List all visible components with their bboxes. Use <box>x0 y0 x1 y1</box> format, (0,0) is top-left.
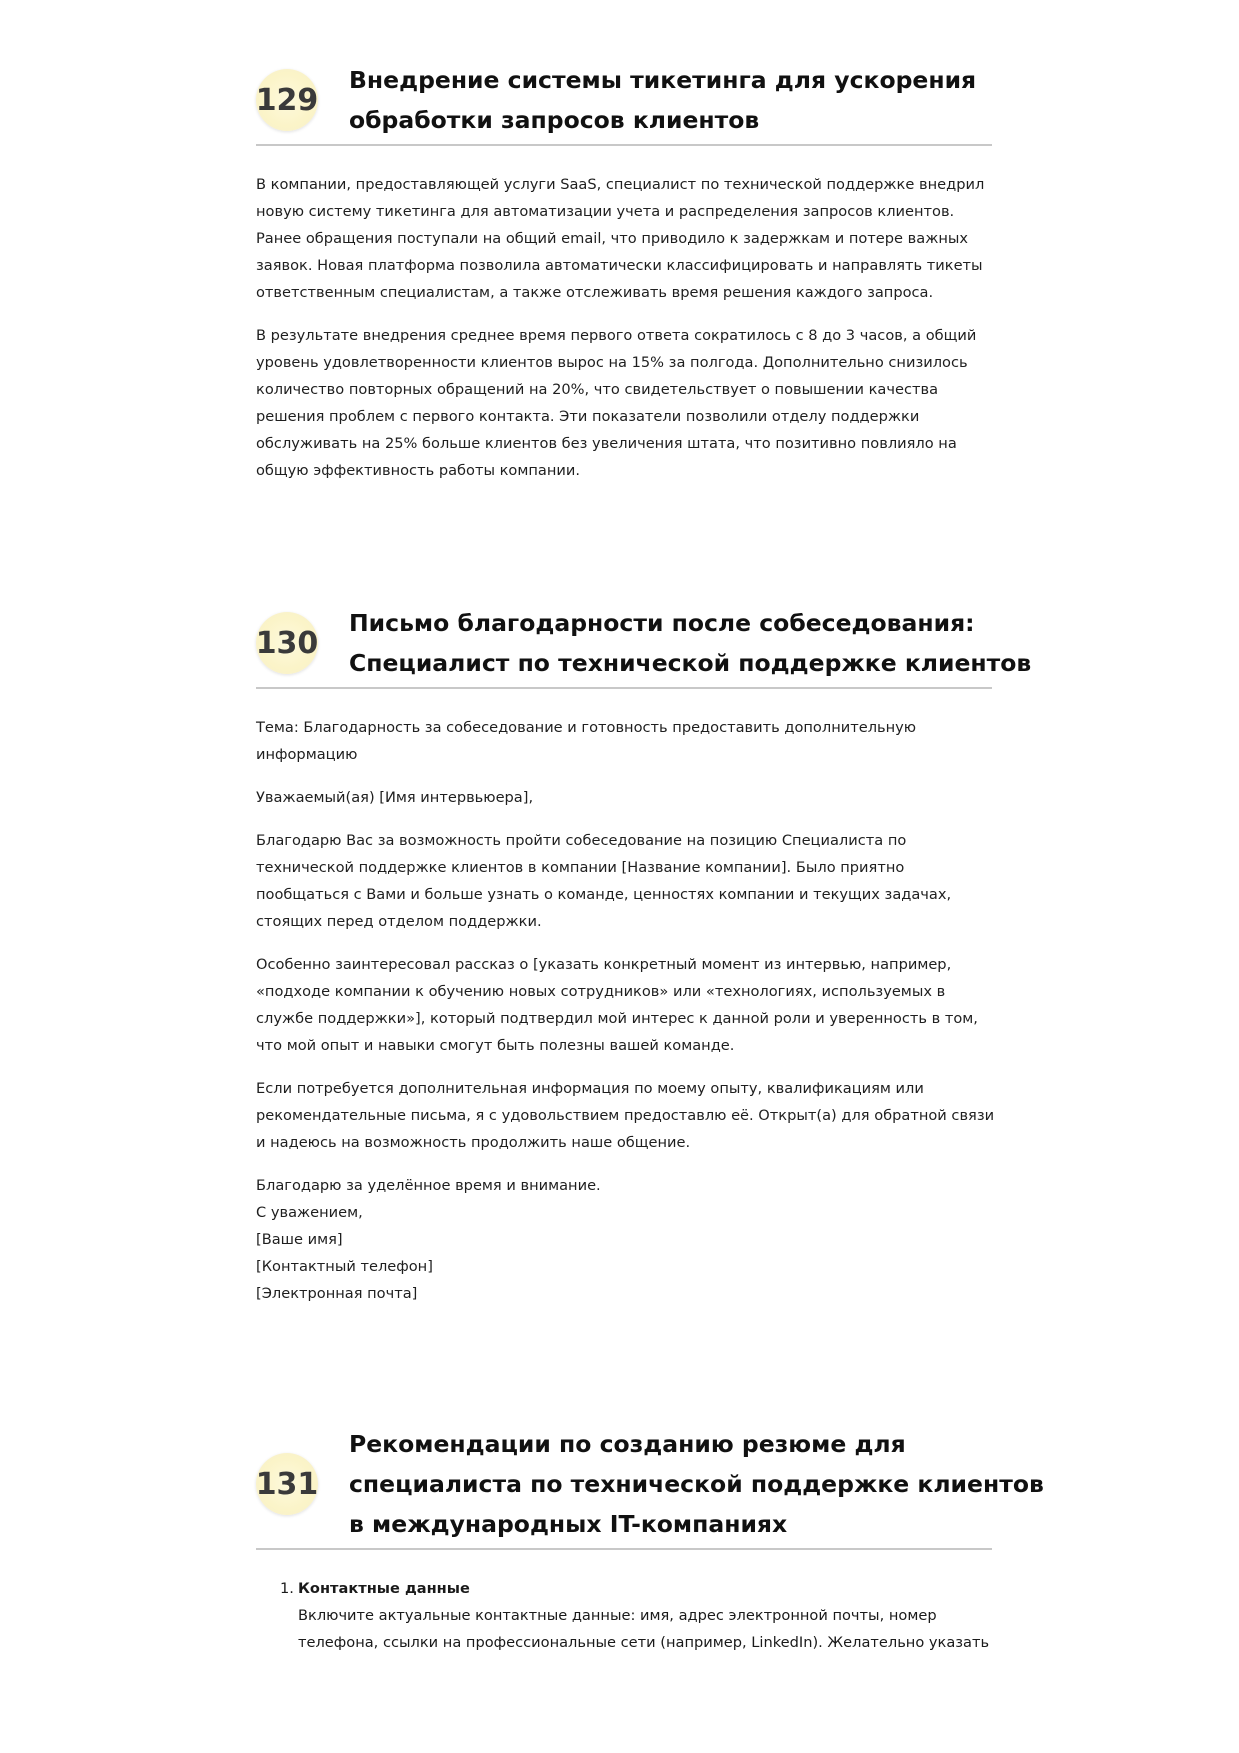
title-line: Внедрение системы тикетинга для ускорения <box>349 66 977 94</box>
section-title <box>349 60 992 140</box>
section-header <box>256 60 992 146</box>
text-line: Ранее обращения поступали на общий email, что приводило к задержкам и потере важных <box>256 230 969 247</box>
text-line: Если потребуется дополнительная информация по моему опыту, квалификациям или <box>256 1080 924 1097</box>
title-line: в международных IT-компаниях <box>349 1510 788 1538</box>
text-line: пообщаться с Вами и больше узнать о команде, ценностях компании и текущих задачах, <box>256 886 952 903</box>
text-line: заявок. Новая платформа позволила автоматически классифицировать и направлять тикеты <box>256 257 983 274</box>
text-line: Благодарю Вас за возможность пройти собеседование на позицию Специалиста по <box>256 832 907 849</box>
text-line: «подходе компании к обучению новых сотрудников» или «технологиях, используемых в <box>256 983 946 1000</box>
section-header <box>255 1424 1044 1550</box>
text-line: В результате внедрения среднее время первого ответа сократилось с 8 до 3 часов, а общий <box>256 327 977 344</box>
text-line: уровень удовлетворенности клиентов вырос на 15% за полгода. Дополнительно снизилось <box>256 354 968 371</box>
text-line: ответственным специалистам, а также отслеживать время решения каждого запроса. <box>256 284 934 301</box>
section-header <box>255 603 1032 689</box>
text-line: решения проблем с первого контакта. Эти показатели позволили отделу поддержки <box>256 408 920 425</box>
paragraph <box>256 322 992 484</box>
section-130 <box>255 603 1032 1307</box>
text-line: рекомендательные письма, я с удовольствием предоставлю её. Открыт(а) для обратной связи <box>256 1107 995 1124</box>
list-item <box>256 1575 992 1656</box>
title-line: Письмо благодарности после собеседования: <box>349 609 975 637</box>
paragraph <box>256 951 992 1059</box>
text-line: телефона, ссылки на профессиональные сети (например, LinkedIn). Желательно указать <box>298 1634 990 1651</box>
text-line: и надеюсь на возможность продолжить наше общение. <box>256 1134 691 1151</box>
text-line: [Электронная почта] <box>256 1285 418 1302</box>
title-line: обработки запросов клиентов <box>349 106 760 134</box>
text-line: Тема: Благодарность за собеседование и готовность предоставить дополнительную <box>256 719 917 736</box>
section-title <box>349 1424 1044 1544</box>
paragraph <box>256 714 992 768</box>
text-line: Благодарю за уделённое время и внимание. <box>256 1177 601 1194</box>
text-line: В компании, предоставляющей услуги SaaS, специалист по технической поддержке внедрил <box>256 176 985 193</box>
title-line: Рекомендации по созданию резюме для <box>349 1430 906 1458</box>
section-number-badge: 129 <box>256 69 318 131</box>
section-body <box>256 714 995 1307</box>
text-line: обслуживать на 25% больше клиентов без увеличения штата, что позитивно повлияло на <box>256 435 957 452</box>
paragraph <box>256 171 992 306</box>
section-title <box>349 603 1032 683</box>
text-line: Особенно заинтересовал рассказ о [указать конкретный момент из интервью, например, <box>256 956 952 973</box>
list-marker: 1. <box>280 1580 294 1597</box>
title-line: Специалист по технической поддержке клиентов <box>349 649 1032 677</box>
text-line: общую эффективность работы компании. <box>256 462 580 479</box>
paragraph <box>256 784 992 811</box>
text-line: информацию <box>256 746 358 763</box>
list-item-heading: Контактные данные <box>298 1580 470 1597</box>
title-line: специалиста по технической поддержке клиентов <box>349 1470 1044 1498</box>
section-131 <box>255 1424 1044 1656</box>
section-body <box>256 1575 992 1656</box>
text-line: количество повторных обращений на 20%, что свидетельствует о повышении качества <box>256 381 939 398</box>
paragraph <box>256 1075 995 1156</box>
section-number-badge: 130 <box>256 612 318 674</box>
text-line: стоящих перед отделом поддержки. <box>256 913 542 930</box>
text-line: новую систему тикетинга для автоматизации учета и распределения запросов клиентов. <box>256 203 955 220</box>
text-line: [Контактный телефон] <box>256 1258 433 1275</box>
text-line: Уважаемый(ая) [Имя интервьюера], <box>256 789 534 806</box>
paragraph <box>256 827 992 935</box>
section-129 <box>256 60 992 484</box>
section-number-badge: 131 <box>256 1453 318 1515</box>
text-line: технической поддержке клиентов в компании [Название компании]. Было приятно <box>256 859 905 876</box>
signature-block <box>256 1172 992 1307</box>
text-line: [Ваше имя] <box>256 1231 343 1248</box>
text-line: С уважением, <box>256 1204 363 1221</box>
section-body <box>256 171 992 484</box>
text-line: Включите актуальные контактные данные: имя, адрес электронной почты, номер <box>298 1607 937 1624</box>
text-line: службе поддержки»], который подтвердил мой интерес к данной роли и уверенность в том, <box>256 1010 978 1027</box>
text-line: что мой опыт и навыки смогут быть полезны вашей команде. <box>256 1037 735 1054</box>
